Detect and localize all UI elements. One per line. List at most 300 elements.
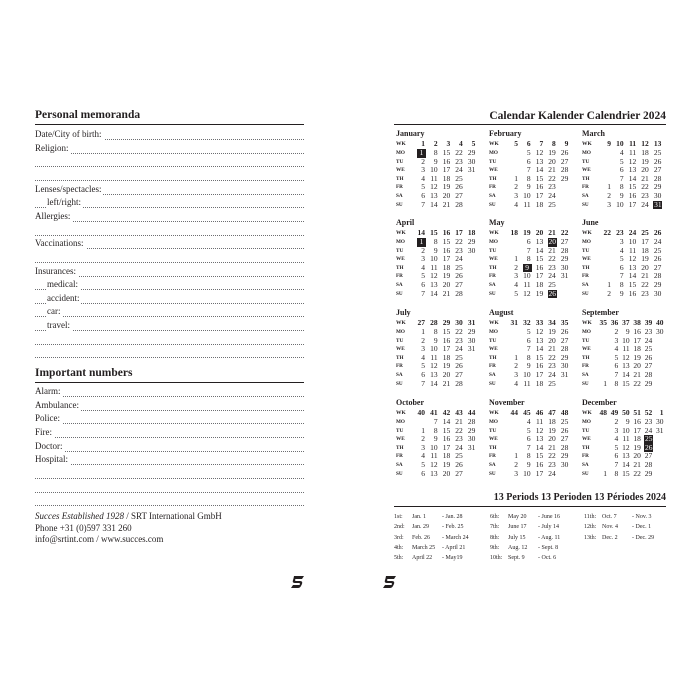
calendar-date: 30 [467,434,476,444]
period-start: June 17 [508,524,527,531]
weekday-label: SA [396,192,403,199]
weekday-label: WE [489,346,498,353]
weekday-label: SU [489,470,496,477]
calendar-date: 2 [421,245,425,255]
week-number: 27 [417,318,425,327]
calendar-date: 21 [548,442,556,452]
weekday-label: SU [396,201,403,208]
period-start: Aug. 12 [508,544,528,551]
important-number-field-line[interactable] [35,427,304,440]
important-number-field-line[interactable] [35,441,304,454]
calendar-date: 5 [619,254,624,264]
calendar-date: 20 [548,434,556,444]
calendar-date: 13 [430,369,438,379]
calendar-date: 14 [430,378,438,388]
period-start: Jan. 1 [412,514,426,520]
calendar-date: 15 [628,279,637,289]
period-start: Feb. 26 [412,534,430,541]
memoranda-field-label: car: [47,306,61,317]
succes-logo-icon [382,575,398,594]
month-may [489,218,579,298]
memoranda-field-line[interactable] [35,306,304,319]
calendar-date: 22 [548,352,556,362]
calendar-date: 1 [514,352,518,362]
week-number: 40 [656,318,664,327]
month-july [396,308,486,388]
period-end: - Oct. 6 [538,555,557,562]
calendar-date: 24 [455,165,463,175]
calendar-date: 31 [467,344,476,354]
weekday-label: WE [582,346,591,353]
calendar-date: 14 [430,288,438,298]
week-number: 41 [430,408,438,417]
important-number-field-line[interactable] [35,413,304,426]
weekday-label: MO [489,239,498,245]
memoranda-field-line[interactable] [35,347,304,360]
day-row [396,354,486,363]
weekday-label: TU [489,247,497,254]
memoranda-rule [35,124,304,125]
calendar-date: 2 [514,459,518,469]
calendar-date: 15 [535,173,544,183]
calendar-date: 13 [535,335,544,345]
calendar-date: 16 [628,288,637,298]
memoranda-field-line[interactable] [35,197,304,210]
calendar-date: 19 [442,271,451,281]
calendar-date: 23 [644,327,653,336]
weekday-label: TU [489,337,497,344]
month-april [396,218,486,298]
month-november [489,398,579,478]
calendar-date: 1 [421,425,425,435]
week-number: 20 [535,228,544,237]
week-label: WK [396,141,406,147]
memoranda-field-line[interactable] [35,156,304,169]
weekday-label: SU [582,380,589,387]
holiday-date: 9 [523,264,532,273]
calendar-date: 11 [628,148,637,157]
calendar-date: 23 [548,182,556,192]
calendar-date: 2 [614,417,619,426]
weekday-label: FR [396,273,403,280]
week-number: 52 [644,408,653,417]
memoranda-field-label: accident: [47,292,80,303]
calendar-date: 25 [455,262,463,272]
week-number: 24 [628,228,637,237]
calendar-date: 30 [467,245,476,255]
calendar-date: 29 [560,451,569,461]
weekday-label: TU [396,247,404,254]
period-number: 10th: [490,555,503,562]
calendar-date: 9 [433,245,438,255]
memoranda-field-line[interactable] [35,170,304,183]
week-number: 23 [616,228,624,237]
calendar-date: 31 [560,271,569,281]
calendar-date: 19 [641,156,649,166]
calendar-date: 21 [641,271,649,281]
period-start: Oct. 7 [602,514,617,520]
weekday-label: FR [489,363,496,370]
calendar-date: 25 [548,199,556,209]
calendar-date: 27 [560,335,569,345]
calendar-date: 22 [455,148,463,157]
calendar-date: 26 [455,271,463,281]
footer-web: info@srtint.com / www.succes.com [35,534,164,544]
calendar-date: 23 [455,335,463,345]
weekday-label: SU [396,380,403,387]
calendar-date: 28 [455,378,463,388]
weekday-label: TH [396,175,404,182]
month-name: October [396,398,424,407]
memoranda-field-line[interactable] [35,184,304,197]
period-start: Jan. 29 [412,524,429,531]
calendar-date: 8 [433,425,438,435]
memoranda-field-line[interactable] [35,266,304,279]
period-number: 11th: [584,514,597,520]
calendar-date: 24 [641,199,649,209]
calendar-date: 8 [614,468,619,478]
day-row [489,201,579,210]
calendar-date: 29 [467,148,476,157]
month-name: March [582,129,605,138]
weekday-label: SU [582,470,589,477]
weekday-label: FR [582,273,589,280]
calendar-date: 9 [526,459,531,469]
month-name: July [396,308,411,317]
week-number: 19 [523,228,531,237]
month-name: February [489,129,522,138]
weekday-label: WE [582,167,591,174]
calendar-date: 15 [535,254,544,264]
memoranda-field-label: Religion: [35,142,69,153]
memoranda-field-label: left/right: [47,197,81,208]
calendar-date: 12 [430,361,438,371]
calendar-date: 30 [653,190,662,200]
calendar-date: 17 [633,335,641,345]
calendar-date: 7 [614,369,619,379]
week-number: 40 [417,408,425,417]
calendar-date: 8 [433,237,438,246]
memoranda-field-line[interactable] [35,252,304,265]
weekday-label: FR [396,184,403,191]
day-row [396,452,486,461]
calendar-date: 9 [619,288,624,298]
calendar-date: 28 [644,369,653,379]
week-number: 49 [610,408,619,417]
calendar-date: 28 [644,459,653,469]
week-number: 22 [560,228,569,237]
calendar-date: 16 [535,459,544,469]
week-label: WK [582,320,592,326]
calendar-date: 31 [560,369,569,379]
calendar-date: 5 [619,156,624,166]
calendar-date: 1 [607,279,611,289]
calendar-date: 5 [526,425,531,435]
calendar-date: 6 [421,369,425,379]
calendar-date: 18 [442,173,451,183]
month-name: April [396,218,415,227]
month-name: January [396,129,425,138]
calendar-date: 26 [455,182,463,192]
memoranda-field-line[interactable] [35,225,304,238]
week-number: 2 [433,139,438,148]
week-number: 35 [560,318,569,327]
week-number: 37 [622,318,630,327]
calendar-date: 3 [514,190,518,200]
calendar-date: 13 [535,434,544,444]
day-row [582,380,672,389]
calendar-date: 2 [421,335,425,345]
dotted-write-line [35,262,304,263]
calendar-date: 4 [526,417,531,426]
calendar-date: 17 [633,425,641,435]
calendar-date: 12 [622,442,630,452]
period-number: 1st: [394,514,403,520]
month-december [582,398,672,478]
calendar-date: 12 [523,288,531,298]
memoranda-field-label: travel: [47,320,70,331]
week-label: WK [396,410,406,416]
important-number-field-line[interactable] [35,468,304,481]
calendar-date: 26 [455,459,463,469]
memoranda-field-line[interactable] [35,238,304,251]
weekday-label: TH [489,354,497,361]
calendar-date: 23 [548,262,556,272]
period-start: Nov. 4 [602,524,618,531]
calendar-date: 18 [633,344,641,354]
calendar-date: 8 [526,451,531,461]
calendar-date: 10 [430,165,438,175]
memoranda-field-line[interactable] [35,211,304,224]
calendar-date: 16 [442,156,451,166]
important-number-field-line[interactable] [35,495,304,508]
important-number-field-line[interactable] [35,386,304,399]
important-numbers-rule [35,382,304,383]
weekday-label: FR [489,184,496,191]
calendar-date: 4 [421,173,425,183]
weekday-label: SA [396,461,403,468]
calendar-date: 15 [442,148,451,157]
week-number: 5 [514,139,518,148]
calendar-date: 11 [535,417,544,426]
week-number: 45 [523,408,531,417]
dotted-write-line [35,330,304,331]
calendar-date: 8 [619,182,624,192]
week-number: 4 [459,139,463,148]
period-end: - Nov. 3 [632,514,652,520]
calendar-date: 28 [467,417,476,426]
memoranda-field-line[interactable] [35,129,304,142]
calendar-date: 23 [548,361,556,371]
calendar-date: 13 [622,361,630,371]
calendar-date: 3 [421,165,425,175]
weekday-label: TH [489,264,497,271]
calendar-date: 2 [607,288,611,298]
calendar-date: 3 [514,369,518,379]
memoranda-field-line[interactable] [35,334,304,347]
calendar-date: 7 [526,344,531,354]
calendar-date: 22 [641,279,649,289]
calendar-date: 14 [430,199,438,209]
calendar-date: 23 [455,245,463,255]
weekday-label: SA [582,281,589,288]
month-january [396,129,486,209]
dotted-write-line [35,344,304,345]
calendar-date: 14 [628,271,637,281]
week-number: 21 [548,228,556,237]
calendar-date: 2 [607,190,611,200]
calendar-date: 25 [653,148,662,157]
calendar-date: 20 [633,361,641,371]
calendar-date: 10 [523,271,531,281]
calendar-date: 18 [641,148,649,157]
holiday-date: 1 [417,238,426,247]
calendar-date: 22 [633,378,641,388]
calendar-date: 4 [514,199,518,209]
calendar-date: 14 [622,459,630,469]
week-number: 35 [599,318,607,327]
calendar-date: 23 [644,417,653,426]
week-number: 25 [641,228,649,237]
calendar-date: 2 [421,156,425,166]
week-number: 42 [442,408,451,417]
calendar-date: 28 [653,271,662,281]
week-number: 1 [421,139,425,148]
calendar-date: 8 [619,279,624,289]
important-number-field-line[interactable] [35,454,304,467]
calendar-date: 11 [622,434,630,444]
calendar-date: 4 [514,378,518,388]
weekday-label: SA [396,371,403,378]
month-october [396,398,486,478]
right-page [352,0,700,700]
week-label: WK [489,320,499,326]
calendar-date: 19 [548,148,556,157]
calendar-date: 10 [430,344,438,354]
dotted-write-line [35,180,304,181]
period-end: - Jan. 28 [442,514,463,520]
calendar-date: 6 [526,156,531,166]
periods-rule [394,506,666,507]
month-august [489,308,579,388]
important-number-field-label: Hospital: [35,454,68,465]
day-row [396,281,486,290]
memoranda-field-label: Allergies: [35,210,71,221]
calendar-date: 12 [622,352,630,362]
calendar-date: 21 [633,459,641,469]
weekday-label: TU [582,247,590,254]
calendar-date: 13 [622,451,630,461]
week-number: 28 [430,318,438,327]
calendar-date: 1 [421,327,425,336]
week-number: 12 [641,139,649,148]
weekday-label: MO [582,419,591,425]
period-number: 2nd: [394,524,405,531]
calendar-date: 29 [467,327,476,336]
calendar-date: 1 [603,378,607,388]
memoranda-field-line[interactable] [35,293,304,306]
weekday-label: MO [582,150,591,156]
calendar-date: 16 [535,262,544,272]
important-number-field-label: Fire: [35,426,52,437]
period-start: Dec. 2 [602,534,618,541]
weekday-label: SA [489,461,496,468]
dotted-write-line [35,357,304,358]
calendar-date: 3 [421,254,425,264]
calendar-date: 16 [535,182,544,192]
calendar-date: 11 [622,344,630,354]
memoranda-field-line[interactable] [35,279,304,292]
calendar-date: 6 [526,434,531,444]
calendar-date: 16 [442,335,451,345]
weekday-label: WE [582,256,591,263]
day-row [489,183,579,192]
weekday-label: TH [582,444,590,451]
day-row [489,290,579,299]
weekday-label: FR [396,453,403,460]
period-number: 4th: [394,544,404,551]
calendar-date: 18 [442,262,451,272]
week-number: 5 [471,139,476,148]
calendar-date: 3 [614,425,619,435]
important-number-field-line[interactable] [35,400,304,413]
calendar-date: 18 [641,245,649,255]
day-row [396,264,486,273]
calendar-date: 27 [560,434,569,444]
calendar-date: 7 [526,442,531,452]
calendar-date: 9 [619,190,624,200]
weekday-label: TH [582,175,590,182]
calendar-date: 20 [641,262,649,272]
memoranda-field-line[interactable] [35,143,304,156]
memoranda-field-line[interactable] [35,320,304,333]
calendar-date: 28 [560,245,569,255]
calendar-date: 4 [614,344,619,354]
period-end: - Sept. 8 [538,544,559,551]
important-number-field-line[interactable] [35,482,304,495]
calendar-date: 24 [653,237,662,246]
calendar-date: 17 [442,344,451,354]
weekday-label: SU [489,201,496,208]
calendar-date: 27 [653,262,662,272]
calendar-date: 20 [633,451,641,461]
month-name: August [489,308,514,317]
calendar-date: 23 [548,459,556,469]
calendar-date: 10 [523,468,531,478]
important-number-field-label: Ambulance: [35,399,79,410]
day-row [396,201,486,210]
month-june [582,218,672,298]
important-number-field-label: Doctor: [35,440,63,451]
calendar-date: 19 [535,288,544,298]
week-number: 48 [599,408,607,417]
weekday-label: TU [582,337,590,344]
calendar-date: 22 [633,468,641,478]
calendar-date: 6 [619,165,624,175]
calendar-date: 18 [633,434,641,444]
week-number: 47 [548,408,556,417]
weekday-label: MO [582,239,591,245]
weekday-label: SU [489,380,496,387]
day-row [396,247,486,256]
weekday-label: SA [582,371,589,378]
day-row [396,444,486,453]
footer-line-1: Succes Established 1928 / SRT International GmbH [35,511,222,521]
calendar-date: 19 [442,459,451,469]
calendar-date: 12 [430,182,438,192]
calendar-date: 5 [421,361,425,371]
week-number: 9 [607,139,611,148]
